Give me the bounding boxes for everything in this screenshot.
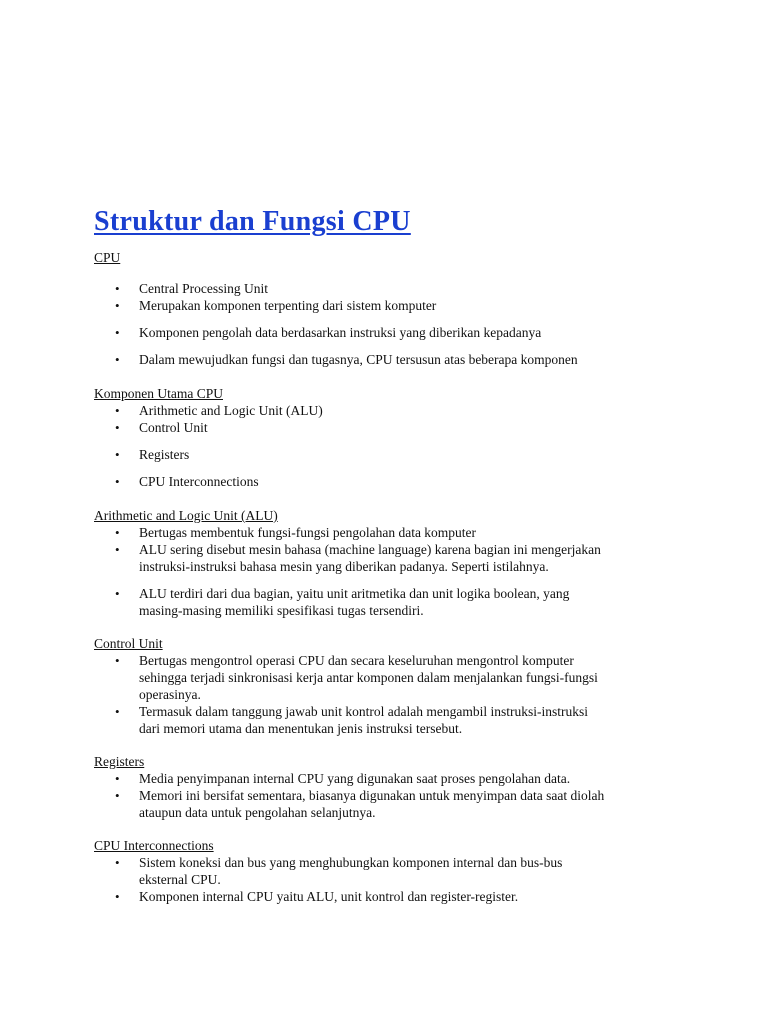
list-item: • Bertugas mengontrol operasi CPU dan secara keseluruhan mengontrol komputer sehingga terjadi sinkronisasi kerja antar komponen dalam menjalankan fungsi-fungsi operasinya.: [115, 653, 598, 702]
bullet-icon: •: [115, 447, 120, 462]
section-heading-registers: Registers: [94, 754, 145, 769]
bullet-icon: •: [115, 542, 120, 557]
section-heading-cpu-interconnections: CPU Interconnections: [94, 838, 214, 853]
list-item: • Arithmetic and Logic Unit (ALU): [115, 403, 323, 418]
list-cpu: [94, 280, 694, 368]
list-item: • Control Unit: [115, 420, 208, 435]
bullet-icon: •: [115, 325, 120, 340]
bullet-icon: •: [115, 788, 120, 803]
section-heading-alu: Arithmetic and Logic Unit (ALU): [94, 508, 278, 523]
bullet-icon: •: [115, 889, 120, 904]
list-item: • Memori ini bersifat sementara, biasanya digunakan untuk menyimpan data saat diolah ataupun data untuk pengolahan selanjutnya.: [115, 788, 605, 820]
list-item: • Dalam mewujudkan fungsi dan tugasnya, CPU tersusun atas beberapa komponen: [115, 352, 578, 367]
bullet-icon: •: [115, 352, 120, 367]
bullet-icon: •: [115, 525, 120, 540]
list-item: • ALU terdiri dari dua bagian, yaitu unit aritmetika dan unit logika boolean, yang masing-masing memiliki spesifikasi tugas tersendiri.: [115, 586, 570, 618]
document-page: [94, 200, 694, 905]
bullet-icon: •: [115, 653, 120, 668]
list-cpu-interconnections: [94, 854, 694, 905]
bullet-icon: •: [115, 298, 120, 313]
list-control-unit: [94, 652, 694, 737]
list-item: • Komponen internal CPU yaitu ALU, unit kontrol dan register-register.: [115, 889, 519, 904]
list-item: • ALU sering disebut mesin bahasa (machine language) karena bagian ini mengerjakan instruksi-instruksi bahasa mesin yang diberikan padanya. Seperti istilahnya.: [115, 542, 601, 574]
list-item: • Media penyimpanan internal CPU yang digunakan saat proses pengolahan data.: [115, 771, 571, 786]
bullet-icon: •: [115, 855, 120, 870]
bullet-icon: •: [115, 281, 120, 296]
section-heading-komponen-utama: Komponen Utama CPU: [94, 386, 223, 401]
list-item: • Sistem koneksi dan bus yang menghubungkan komponen internal dan bus-bus eksternal CPU.: [115, 855, 563, 887]
bullet-icon: •: [115, 403, 120, 418]
bullet-icon: •: [115, 420, 120, 435]
list-item: • Termasuk dalam tanggung jawab unit kontrol adalah mengambil instruksi-instruksi dari memori utama dan menentukan jenis instruksi tersebut.: [115, 704, 588, 736]
bullet-icon: •: [115, 586, 120, 601]
list-komponen-utama: [94, 402, 694, 490]
bullet-icon: •: [115, 771, 120, 786]
list-item: • Registers: [115, 447, 190, 462]
list-item: • Merupakan komponen terpenting dari sistem komputer: [115, 298, 437, 313]
section-heading-cpu: CPU: [94, 250, 121, 265]
list-registers: [94, 770, 694, 821]
list-item: • CPU Interconnections: [115, 474, 259, 489]
list-item: • Bertugas membentuk fungsi-fungsi pengolahan data komputer: [115, 525, 477, 540]
list-alu: [94, 524, 694, 619]
list-item: • Central Processing Unit: [115, 281, 268, 296]
document-title: Struktur dan Fungsi CPU: [94, 206, 411, 237]
bullet-icon: •: [115, 474, 120, 489]
section-heading-control-unit: Control Unit: [94, 636, 163, 651]
list-item: • Komponen pengolah data berdasarkan instruksi yang diberikan kepadanya: [115, 325, 542, 340]
bullet-icon: •: [115, 704, 120, 719]
